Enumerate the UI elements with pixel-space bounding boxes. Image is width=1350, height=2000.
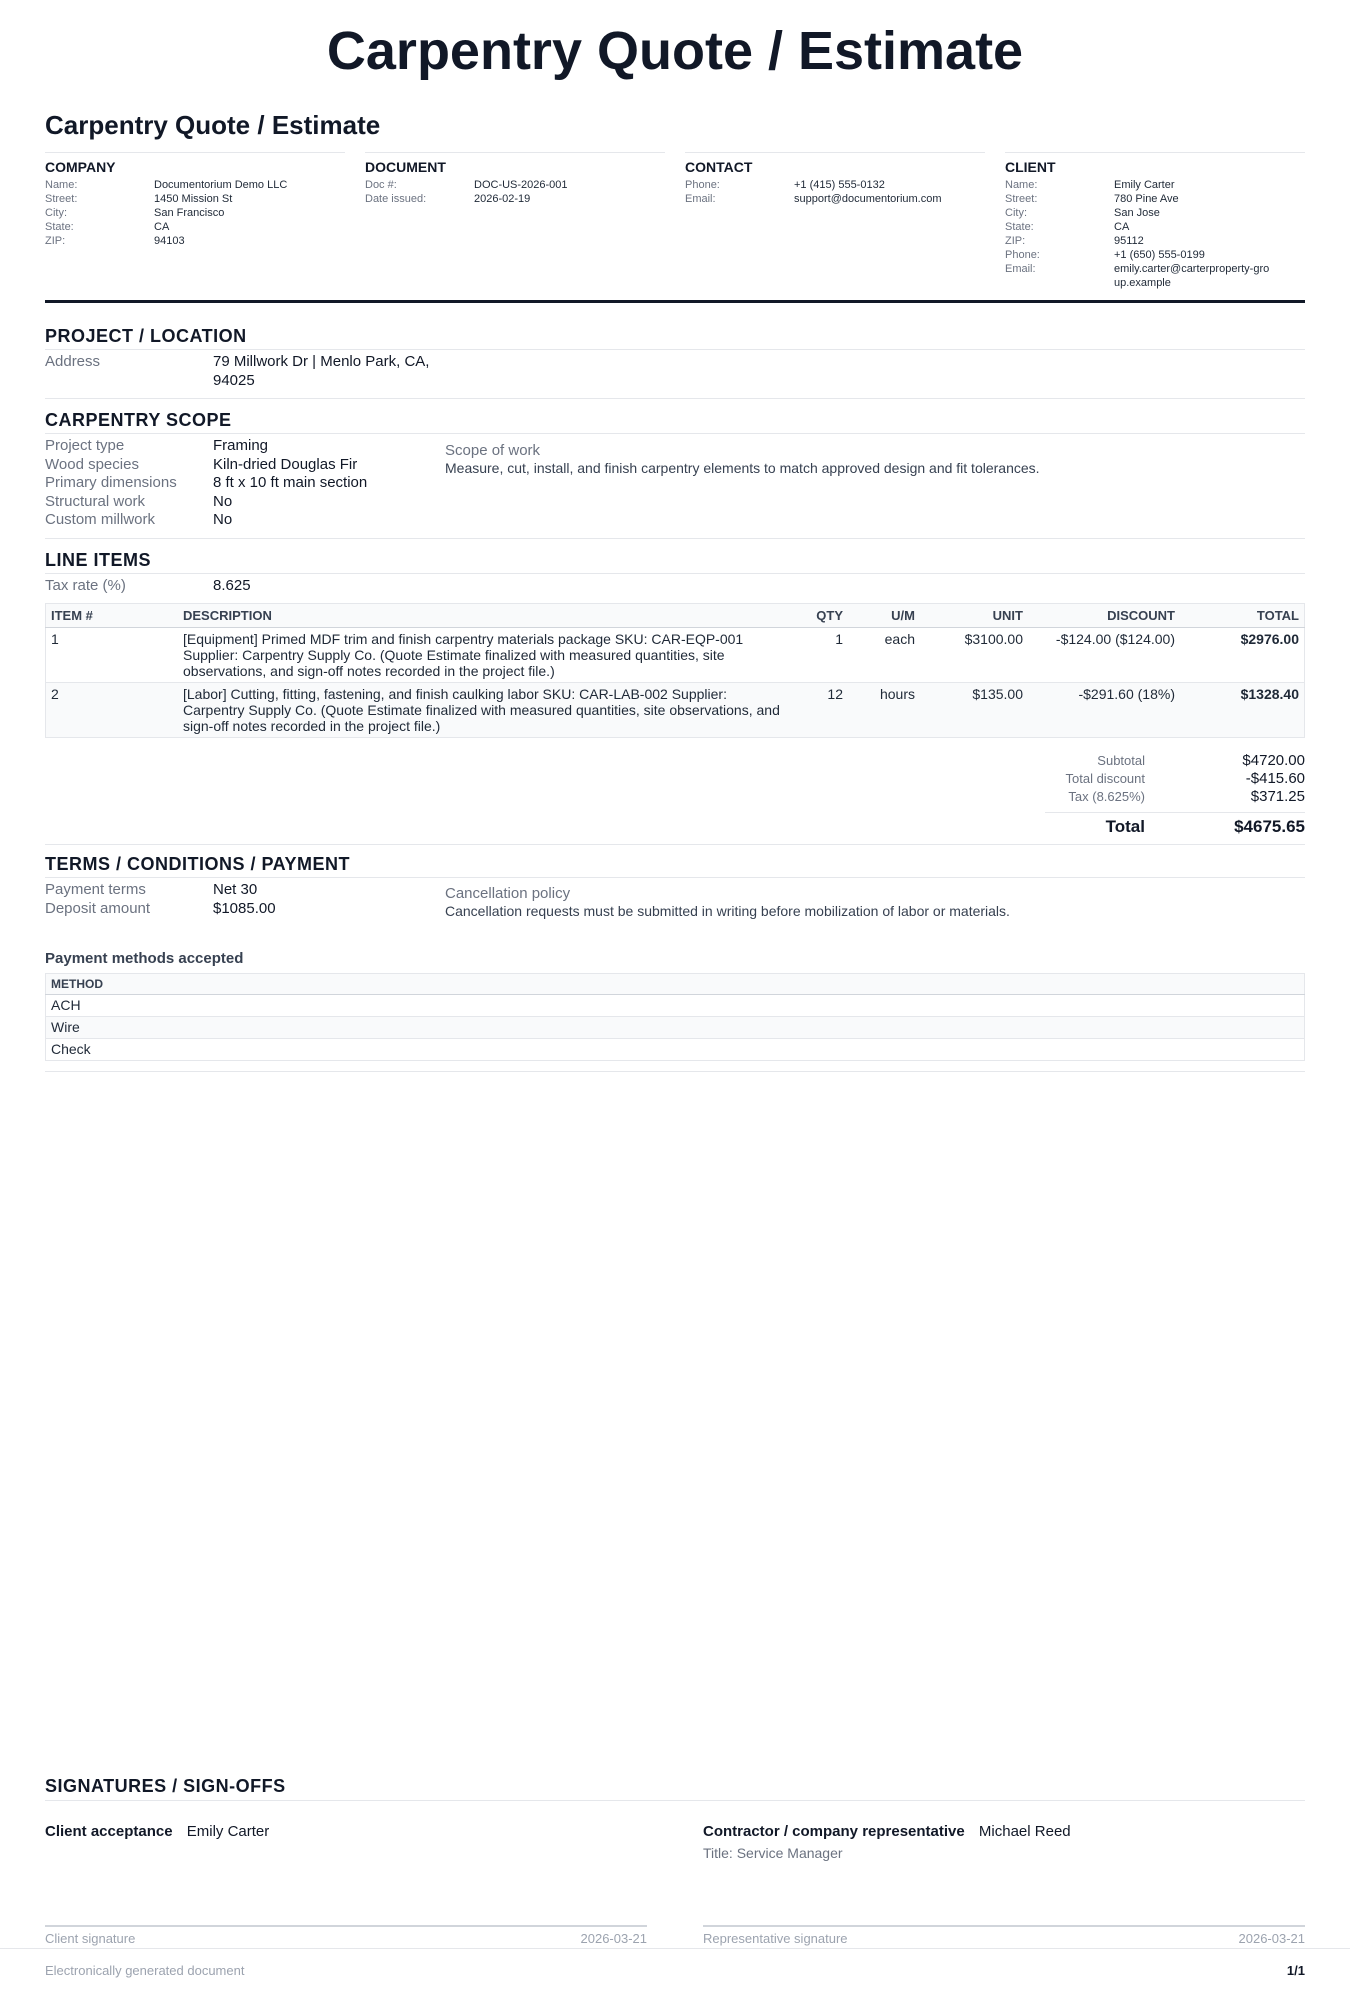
field-value: $1085.00 [213,899,276,917]
document-page [45,0,1305,1072]
signature-columns [45,1823,1305,1949]
item-qty: 12 [788,683,848,738]
contact-heading: CONTACT [685,159,753,175]
field-label: Primary dimensions [45,474,177,491]
table-header-row [46,604,1305,628]
header-divider [45,300,1305,303]
signature-line [45,1925,647,1927]
field-label: City: [1005,207,1027,219]
table-header-row [46,974,1305,995]
section-heading: CARPENTRY SCOPE [45,409,1305,434]
tax-rate-value: 8.625 [213,576,251,594]
field-value: support@documentorium.com [794,193,942,205]
client-acceptance [45,1823,647,1841]
representative-signature-block [703,1823,1305,1949]
table-row [46,1039,1305,1061]
signature-footer [45,1931,647,1946]
total-label: Total [1105,817,1145,836]
field-value: 8 ft x 10 ft main section [213,474,368,491]
line-items-table [45,603,1305,738]
scope-field-list [45,437,445,530]
representative-title: Title: Service Manager [703,1845,843,1861]
field-value: Documentorium Demo LLC [154,179,288,191]
field-label: Wood species [45,455,139,473]
client-row [1005,262,1305,290]
payment-methods-title: Payment methods accepted [45,950,244,967]
representative-signature-date: 2026-03-21 [1238,1931,1305,1946]
field-label: Address [45,353,101,370]
field-label: Email: [685,193,716,205]
field-label: Email: [1005,263,1036,275]
item-um: each [848,628,920,683]
client-signature-date: 2026-03-21 [580,1931,647,1946]
field-label: Project type [45,437,125,454]
field-value: 2026-02-19 [474,193,531,205]
section-heading: SIGNATURES / SIGN-OFFS [45,1775,1305,1801]
field-label: Doc #: [365,179,397,191]
scope-field [45,493,445,512]
table-row [46,995,1305,1017]
tax-value: $371.25 [1250,788,1305,805]
column-header: DISCOUNT [1028,604,1180,628]
field-label: Custom millwork [45,511,156,528]
company-row [45,192,345,206]
terms-fields [45,881,1305,920]
item-discount: -$291.60 (18%) [1028,683,1180,738]
field-value: 1450 Mission St [154,193,233,205]
document-title: Carpentry Quote / Estimate [45,110,381,140]
client-signature-block [45,1823,647,1949]
discount-label: Total discount [1065,771,1145,786]
scope-of-work-text: Measure, cut, install, and finish carpentry elements to match approved design and fit tolerances. [445,460,1040,476]
table-row [46,683,1305,738]
divider [45,538,1305,539]
client-row [1005,220,1305,234]
company-heading: COMPANY [45,159,116,175]
document-heading: DOCUMENT [365,159,446,175]
column-header: U/M [848,604,920,628]
discount-value: -$415.60 [1245,770,1305,787]
scope-of-work [445,437,1305,530]
column-header: TOTAL [1180,604,1305,628]
cancellation-policy [445,881,1305,920]
header-info [45,152,1305,290]
company-row [45,220,345,234]
field-value: 780 Pine Ave [1114,193,1179,205]
client-row [1005,248,1305,262]
tax-label: Tax (8.625%) [1068,789,1145,804]
field-value: 95112 [1114,235,1144,247]
field-value: Kiln-dried Douglas Fir [213,455,358,473]
signature-footer [703,1931,1305,1946]
divider [45,1071,1305,1072]
field-value: No [213,511,233,528]
address-line: 94025 [213,371,255,389]
client-signature-label: Client signature [45,1931,136,1946]
scope-field [45,437,445,456]
payment-methods-table [45,973,1305,1061]
scope-field [45,511,445,530]
field-label: ZIP: [45,235,66,247]
field-value: No [213,492,233,510]
page-footer [0,1948,1350,1978]
terms-field [45,881,445,900]
scope-field [45,456,445,475]
subtotal-value: $4720.00 [1242,752,1305,769]
section-heading: LINE ITEMS [45,549,1305,574]
tax-row [1045,788,1305,806]
table-row [46,1017,1305,1039]
item-description: [Equipment] Primed MDF trim and finish carpentry materials package SKU: CAR-EQP-001 Supplier: Carpentry Supply Co. (Quote Estimate finalized with measured quantities, site observations, and sign-off notes recorded in the project file.) [178,628,788,683]
table-row [46,628,1305,683]
item-number: 1 [46,628,179,683]
address-line: 79 Millwork Dr | Menlo Park, CA, [213,353,430,370]
client-row [1005,178,1305,192]
field-value: CA [1114,221,1130,233]
scope-of-work-label: Scope of work [445,442,541,459]
company-row [45,206,345,220]
address-row [45,353,1305,390]
project-section [45,325,1305,399]
client-row [1005,234,1305,248]
column-header: UNIT [920,604,1028,628]
document-row [365,192,665,206]
item-total: $2976.00 [1180,628,1305,683]
field-label: Tax rate (%) [45,576,126,594]
field-value: emily.carter@carterproperty-group.example [1114,263,1270,289]
client-heading: CLIENT [1005,159,1056,175]
item-um: hours [848,683,920,738]
generated-note: Electronically generated document [45,1963,245,1978]
representative-signature-label: Representative signature [703,1931,848,1946]
field-label: Payment terms [45,881,146,898]
item-total: $1328.40 [1180,683,1305,738]
terms-field-list [45,881,445,920]
cancellation-text: Cancellation requests must be submitted in writing before mobilization of labor or materials. [445,903,1010,919]
field-label: Name: [45,179,78,191]
field-label: ZIP: [1005,235,1026,247]
item-qty: 1 [788,628,848,683]
field-value: Emily Carter [1114,179,1175,191]
signature-line [703,1925,1305,1927]
company-block [45,152,345,290]
column-header: METHOD [46,974,1305,995]
terms-section [45,853,1305,1072]
grand-total-row [1045,812,1305,836]
document-row [365,178,665,192]
field-label: State: [45,221,74,233]
subtotal-label: Subtotal [1097,753,1145,768]
scope-field [45,474,445,493]
field-value: DOC-US-2026-001 [474,179,568,191]
scope-fields [45,437,1305,530]
section-heading: PROJECT / LOCATION [45,325,1305,350]
field-value: San Francisco [154,207,225,219]
field-value: +1 (415) 555-0132 [794,179,885,191]
client-acceptance-label: Client acceptance [45,1823,173,1840]
representative [703,1823,1305,1841]
signatures-section [45,1775,1305,1949]
field-label: Deposit amount [45,899,151,917]
item-discount: -$124.00 ($124.00) [1028,628,1180,683]
field-label: State: [1005,221,1034,233]
line-items-section [45,549,1305,846]
client-row [1005,192,1305,206]
divider [45,398,1305,399]
payment-method: Wire [46,1017,1305,1039]
discount-row [1045,770,1305,788]
section-heading: TERMS / CONDITIONS / PAYMENT [45,853,1305,878]
company-row [45,178,345,192]
field-value: 94103 [154,235,185,247]
cancellation-label: Cancellation policy [445,885,571,902]
field-value: Net 30 [213,881,258,898]
field-label: Phone: [685,179,720,191]
column-header: ITEM # [46,604,179,628]
document-block [365,152,665,290]
page-number: 1/1 [1286,1963,1305,1978]
divider [45,844,1305,845]
terms-field [45,900,445,919]
field-value: +1 (650) 555-0199 [1114,249,1205,261]
client-block [1005,152,1305,290]
field-label: Structural work [45,492,146,510]
field-label: Name: [1005,179,1038,191]
subtotal-row [1045,752,1305,770]
field-label: City: [45,207,67,219]
contact-row [685,192,985,206]
main-title: Carpentry Quote / Estimate [326,21,1024,81]
item-number: 2 [46,683,179,738]
representative-name: Michael Reed [978,1823,1071,1840]
field-label: Phone: [1005,249,1040,261]
field-label: Date issued: [365,193,427,205]
client-row [1005,206,1305,220]
payment-method: ACH [46,995,1305,1017]
field-label: Street: [1005,193,1038,205]
field-value: San Jose [1114,207,1160,219]
item-unit-price: $3100.00 [920,628,1028,683]
column-header: QTY [788,604,848,628]
field-value: CA [154,221,170,233]
column-header: DESCRIPTION [178,604,788,628]
contact-block [685,152,985,290]
payment-method: Check [46,1039,1305,1061]
field-value: Framing [213,437,269,454]
item-description: [Labor] Cutting, fitting, fastening, and finish caulking labor SKU: CAR-LAB-002 Supplier: Carpentry Supply Co. (Quote Estimate finalized with measured quantities, site observations, and sign-off notes recorded in the project file.) [178,683,788,738]
representative-label: Contractor / company representative [703,1823,965,1840]
address-value [213,353,429,390]
contact-row [685,178,985,192]
field-label: Street: [45,193,78,205]
total-value: $4675.65 [1234,817,1305,836]
scope-section [45,409,1305,539]
client-name: Emily Carter [186,1823,270,1840]
tax-rate-row [45,577,1305,596]
totals-block [1045,752,1305,836]
company-row [45,234,345,248]
item-unit-price: $135.00 [920,683,1028,738]
